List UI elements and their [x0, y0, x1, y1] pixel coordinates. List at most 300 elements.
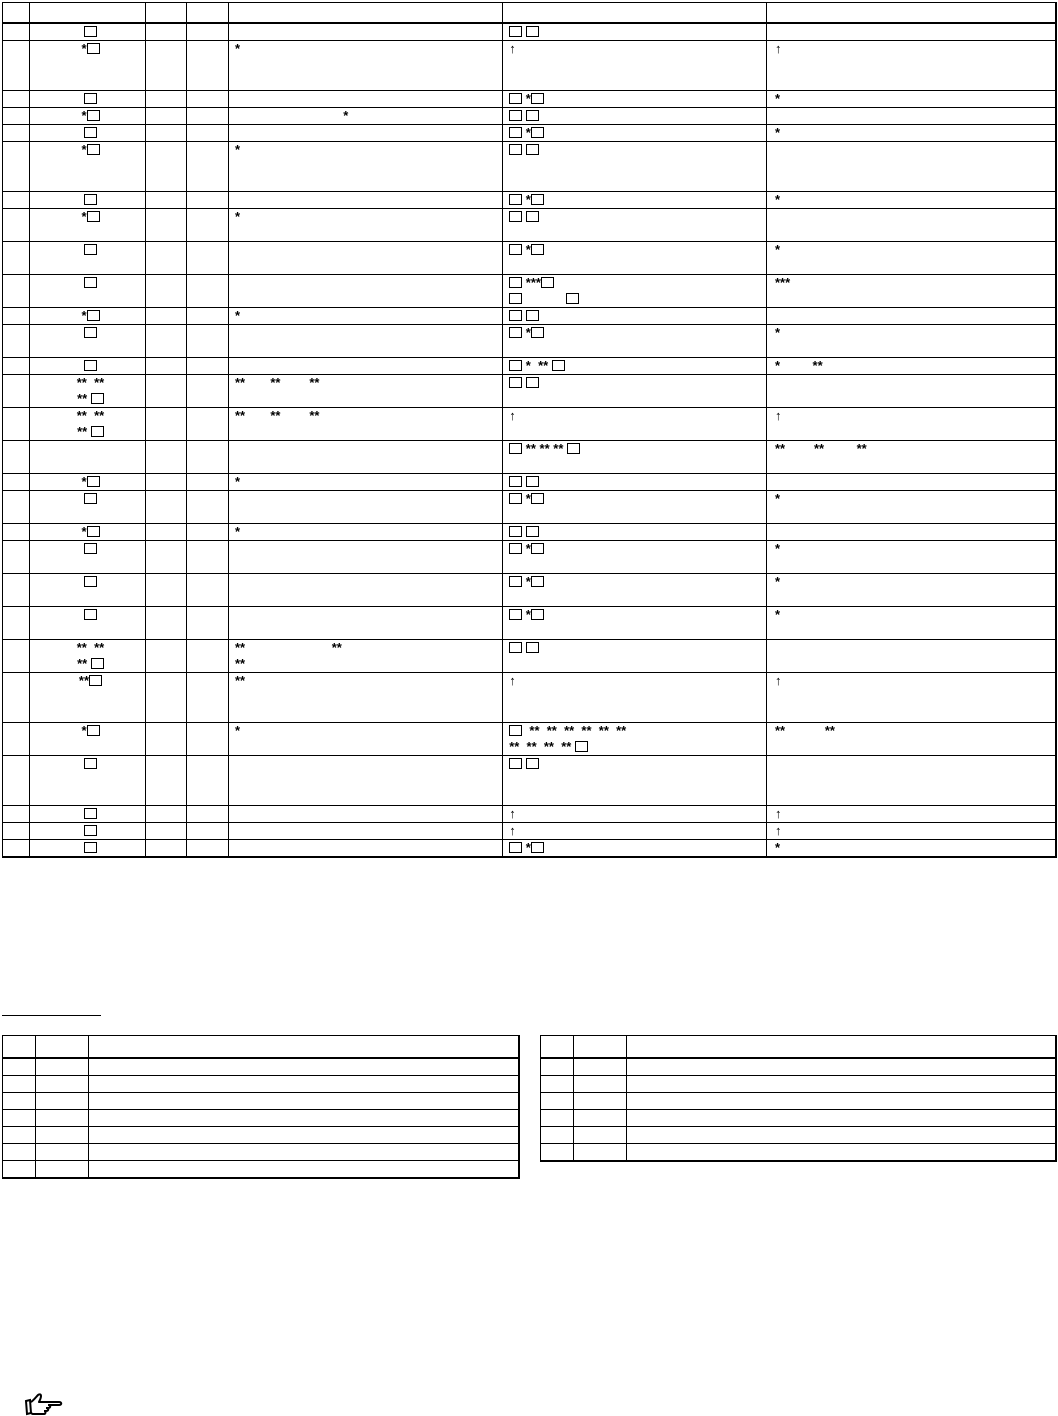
table-cell [228, 241, 502, 274]
table-cell [503, 40, 767, 90]
cell-line: * [774, 324, 781, 340]
table-cell [30, 672, 146, 722]
box-mark [509, 293, 522, 304]
table-cell [145, 307, 186, 324]
table-row [541, 1093, 1057, 1110]
legend-underline [2, 1015, 101, 1016]
box-mark [531, 327, 544, 338]
table-row [3, 90, 1057, 107]
cell-line: * [234, 473, 240, 489]
table-cell [89, 1093, 520, 1110]
box-mark [91, 658, 104, 669]
cell-line: ↑ [774, 822, 782, 838]
table-cell [3, 141, 30, 191]
table-cell [145, 523, 186, 540]
table-row [3, 241, 1057, 274]
table-cell [3, 672, 30, 722]
cell-line: * ** [774, 357, 823, 373]
table-cell [145, 208, 186, 241]
box-mark [509, 576, 522, 587]
cell-line [36, 541, 145, 557]
table-row [3, 839, 1057, 857]
cell-line: * [774, 606, 781, 622]
box-mark [509, 127, 522, 138]
box-mark [509, 842, 522, 853]
table-cell [30, 191, 146, 208]
table-cell [3, 1144, 36, 1161]
box-mark [87, 144, 100, 155]
header-cell [3, 3, 30, 23]
table-cell [89, 1127, 520, 1144]
cell-line: ↑ [509, 407, 516, 423]
cell-line: ** ** ** [234, 374, 320, 390]
box-mark [84, 576, 97, 587]
table-cell [30, 90, 146, 107]
cell-line: ↑ [774, 407, 782, 423]
table-cell [503, 722, 767, 755]
table-cell [503, 374, 767, 407]
table-cell [187, 124, 228, 141]
box-mark [509, 244, 522, 255]
box-mark [84, 543, 97, 554]
table-cell [503, 90, 767, 107]
table-cell [574, 1093, 627, 1110]
cell-line [36, 806, 145, 822]
box-mark [526, 144, 539, 155]
table-cell [145, 490, 186, 523]
table-cell [766, 440, 1056, 473]
cell-line [36, 192, 145, 208]
table-cell [3, 1093, 36, 1110]
table-cell [766, 357, 1056, 374]
table-cell [30, 822, 146, 839]
table-cell [766, 241, 1056, 274]
table-cell [228, 606, 502, 639]
header-cell [36, 1036, 89, 1059]
cell-line: * [509, 574, 766, 590]
cell-line: ** ** [234, 639, 342, 655]
table-cell [145, 40, 186, 90]
table-cell [574, 1144, 627, 1162]
table-cell [766, 473, 1056, 490]
table-cell [503, 274, 767, 307]
header-cell [541, 1036, 574, 1059]
table-cell [30, 324, 146, 357]
table-cell [766, 191, 1056, 208]
table-cell [574, 1127, 627, 1144]
cell-line: ** [36, 656, 145, 672]
table-cell [503, 23, 767, 41]
table-cell [187, 208, 228, 241]
box-mark [87, 211, 100, 222]
table-cell [89, 1076, 520, 1093]
header-cell [503, 3, 767, 23]
table-cell [3, 307, 30, 324]
table-row [3, 124, 1057, 141]
table-cell [187, 40, 228, 90]
box-mark [509, 194, 522, 205]
table-cell [30, 606, 146, 639]
table-cell [3, 208, 30, 241]
table-cell [145, 407, 186, 440]
right-code-table [540, 1035, 1057, 1162]
cell-line: * [36, 108, 145, 124]
box-mark [531, 576, 544, 587]
table-cell [3, 755, 30, 805]
table-cell [503, 307, 767, 324]
table-row [3, 307, 1057, 324]
table-cell [145, 274, 186, 307]
table-cell [766, 324, 1056, 357]
table-cell [503, 672, 767, 722]
cell-line [36, 125, 145, 141]
cell-line: *** [509, 275, 766, 291]
box-mark [84, 493, 97, 504]
table-row [3, 755, 1057, 805]
table-cell [30, 490, 146, 523]
table-row [541, 1127, 1057, 1144]
table-cell [30, 23, 146, 41]
box-mark [531, 609, 544, 620]
cell-line: ** ** ** ** [509, 739, 766, 755]
table-cell [627, 1127, 1057, 1144]
cell-line [36, 91, 145, 107]
cell-line [36, 756, 145, 772]
cell-line: * [509, 91, 766, 107]
table-cell [766, 805, 1056, 822]
table-cell [30, 407, 146, 440]
table-cell [187, 473, 228, 490]
box-mark [89, 675, 102, 686]
table-cell [30, 755, 146, 805]
table-cell [187, 523, 228, 540]
table-cell [30, 374, 146, 407]
table-cell [187, 805, 228, 822]
box-mark [87, 43, 100, 54]
table-cell [187, 606, 228, 639]
table-row [541, 1076, 1057, 1093]
table-cell [228, 374, 502, 407]
table-row [3, 523, 1057, 540]
table-cell [766, 307, 1056, 324]
table-cell [89, 1110, 520, 1127]
table-cell [228, 107, 502, 124]
table-cell [3, 374, 30, 407]
table-cell [503, 822, 767, 839]
box-mark [87, 476, 100, 487]
table-cell [228, 208, 502, 241]
box-mark [541, 277, 554, 288]
main-table [2, 2, 1057, 858]
table-row [541, 1110, 1057, 1127]
table-cell [3, 107, 30, 124]
cell-line: ↑ [774, 672, 782, 688]
cell-line [509, 640, 766, 656]
header-cell [145, 3, 186, 23]
table-cell [3, 90, 30, 107]
table-cell [3, 191, 30, 208]
box-mark [509, 360, 522, 371]
table-cell [145, 822, 186, 839]
table-cell [766, 274, 1056, 307]
table-cell [766, 639, 1056, 672]
table-cell [145, 473, 186, 490]
table-row [3, 357, 1057, 374]
table-cell [145, 805, 186, 822]
table-cell [228, 490, 502, 523]
table-cell [503, 639, 767, 672]
table-cell [145, 672, 186, 722]
table-cell [503, 357, 767, 374]
table-cell [766, 107, 1056, 124]
header-cell [3, 1036, 36, 1059]
box-mark [509, 758, 522, 769]
table-cell [36, 1161, 89, 1179]
table-cell [187, 307, 228, 324]
cell-line: ↑ [509, 822, 516, 838]
table-cell [145, 755, 186, 805]
table-cell [30, 241, 146, 274]
table-cell [145, 241, 186, 274]
cell-line: ** [36, 424, 145, 440]
box-mark [84, 808, 97, 819]
table-cell [228, 473, 502, 490]
table-cell [228, 805, 502, 822]
table-cell [228, 672, 502, 722]
cell-line: * [234, 722, 240, 738]
box-mark [84, 244, 97, 255]
table-row [3, 440, 1057, 473]
table-cell [766, 606, 1056, 639]
cell-line [509, 375, 766, 391]
table-cell [30, 307, 146, 324]
box-mark [87, 310, 100, 321]
table-cell [228, 23, 502, 41]
table-cell [187, 107, 228, 124]
box-mark [526, 26, 539, 37]
table-cell [145, 722, 186, 755]
cell-line [36, 24, 145, 40]
cell-line [36, 840, 145, 856]
table-cell [766, 822, 1056, 839]
box-mark [531, 244, 544, 255]
box-mark [526, 526, 539, 537]
cell-line: * [774, 540, 781, 556]
table-cell [36, 1058, 89, 1076]
table-cell [3, 639, 30, 672]
table-cell [30, 124, 146, 141]
table-cell [187, 324, 228, 357]
table-cell [187, 407, 228, 440]
table-row [3, 107, 1057, 124]
table-cell [503, 573, 767, 606]
table-cell [766, 141, 1056, 191]
table-cell [228, 407, 502, 440]
table-cell [145, 191, 186, 208]
cell-line: ** [36, 391, 145, 407]
table-cell [30, 573, 146, 606]
table-cell [36, 1127, 89, 1144]
table-cell [3, 839, 30, 857]
table-cell [187, 573, 228, 606]
table-cell [503, 440, 767, 473]
table-cell [145, 107, 186, 124]
table-cell [187, 839, 228, 857]
cell-line [509, 142, 766, 158]
table-cell [187, 822, 228, 839]
cell-line: * [774, 124, 781, 140]
table-cell [503, 107, 767, 124]
cell-line: * ** [509, 358, 766, 374]
table-cell [766, 573, 1056, 606]
box-mark [531, 127, 544, 138]
table-cell [36, 1076, 89, 1093]
cell-line: ↑ [509, 40, 516, 56]
table-cell [3, 523, 30, 540]
table-row [3, 540, 1057, 573]
table-row [3, 191, 1057, 208]
box-mark [526, 758, 539, 769]
cell-line: * [36, 142, 145, 158]
table-cell [3, 1161, 36, 1179]
table-cell [627, 1058, 1057, 1076]
table-cell [30, 208, 146, 241]
box-mark [509, 211, 522, 222]
table-cell [3, 407, 30, 440]
table-cell [228, 357, 502, 374]
cell-line: * [509, 125, 766, 141]
box-mark [84, 127, 97, 138]
table-cell [766, 23, 1056, 41]
table-cell [3, 722, 30, 755]
table-cell [3, 473, 30, 490]
table-cell [228, 839, 502, 857]
table-cell [145, 124, 186, 141]
table-cell [89, 1161, 520, 1179]
table-cell [503, 839, 767, 857]
table-row [3, 141, 1057, 191]
cell-line: * [234, 107, 349, 123]
table-cell [30, 40, 146, 90]
table-row [3, 407, 1057, 440]
header-cell [30, 3, 146, 23]
cell-line [509, 524, 766, 540]
table-cell [503, 473, 767, 490]
box-mark [84, 842, 97, 853]
cell-line: * [774, 573, 781, 589]
left-code-table [2, 1035, 520, 1179]
header-cell [766, 3, 1056, 23]
box-mark [87, 526, 100, 537]
box-mark [566, 293, 579, 304]
table-cell [145, 440, 186, 473]
cell-line: * [509, 491, 766, 507]
cell-line: ** [36, 673, 145, 689]
table-cell [187, 191, 228, 208]
table-cell [145, 606, 186, 639]
table-cell [228, 124, 502, 141]
table-cell [503, 540, 767, 573]
table-cell [30, 839, 146, 857]
box-mark [567, 443, 580, 454]
table-cell [187, 241, 228, 274]
table-cell [36, 1144, 89, 1161]
box-mark [509, 144, 522, 155]
box-mark [509, 327, 522, 338]
table-cell [228, 639, 502, 672]
header-cell [89, 1036, 520, 1059]
table-cell [187, 639, 228, 672]
table-cell [228, 274, 502, 307]
cell-line: ↑ [774, 40, 782, 56]
box-mark [531, 194, 544, 205]
table-cell [541, 1076, 574, 1093]
table-cell [187, 672, 228, 722]
cell-line: ** [234, 655, 246, 671]
table-cell [228, 40, 502, 90]
header-cell [574, 1036, 627, 1059]
table-cell [3, 540, 30, 573]
cell-line: * [774, 241, 781, 257]
table-cell [145, 573, 186, 606]
cell-line: * [774, 490, 781, 506]
box-mark [509, 443, 522, 454]
header-cell [228, 3, 502, 23]
cell-line [36, 358, 145, 374]
cell-line: *** [774, 274, 791, 290]
cell-line: * [509, 192, 766, 208]
table-cell [3, 822, 30, 839]
table-cell [3, 606, 30, 639]
table-row [3, 1058, 520, 1076]
box-mark [84, 825, 97, 836]
cell-line: * [774, 90, 781, 106]
box-mark [84, 93, 97, 104]
table-row [3, 374, 1057, 407]
table-cell [503, 141, 767, 191]
table-cell [228, 722, 502, 755]
table-cell [228, 440, 502, 473]
box-mark [531, 493, 544, 504]
table-row [3, 805, 1057, 822]
cell-line [36, 607, 145, 623]
table-cell [766, 90, 1056, 107]
table-row [3, 606, 1057, 639]
table-cell [30, 107, 146, 124]
table-cell [503, 755, 767, 805]
table-row [3, 1110, 520, 1127]
cell-line: * [234, 141, 240, 157]
box-mark [509, 725, 522, 736]
table-row [3, 573, 1057, 606]
table-row [3, 1076, 520, 1093]
table-row [3, 208, 1057, 241]
table-cell [30, 141, 146, 191]
box-mark [531, 543, 544, 554]
table-cell [503, 523, 767, 540]
box-mark [509, 277, 522, 288]
table-cell [187, 357, 228, 374]
table-cell [30, 805, 146, 822]
table-cell [503, 324, 767, 357]
box-mark [531, 842, 544, 853]
cell-line: ** ** [774, 722, 835, 738]
table-cell [766, 490, 1056, 523]
table-row [3, 1161, 520, 1179]
table-cell [3, 1058, 36, 1076]
table-cell [766, 722, 1056, 755]
table-cell [30, 523, 146, 540]
